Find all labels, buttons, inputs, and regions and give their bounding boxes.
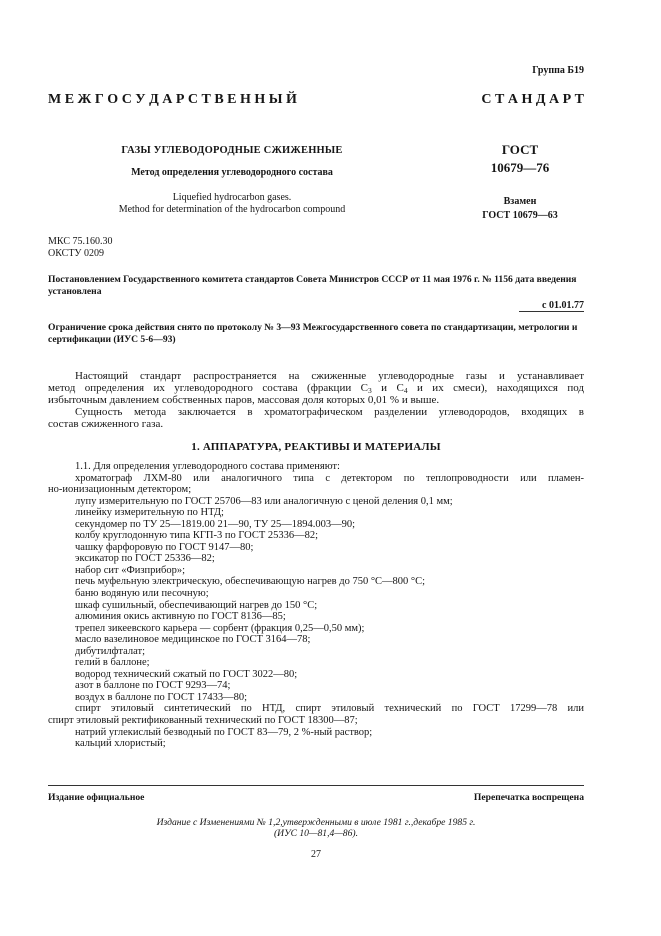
document-title: ГАЗЫ УГЛЕВОДОРОДНЫЕ СЖИЖЕННЫЕ bbox=[121, 145, 343, 156]
intro-line: состав сжиженного газа. bbox=[48, 417, 164, 430]
equipment-list bbox=[48, 461, 584, 750]
list-item: масло вазелиновое медицинское по ГОСТ 3164—78; bbox=[75, 634, 311, 646]
banner-word-standard: С Т А Н Д А Р Т bbox=[481, 92, 584, 107]
list-item: эксикатор по ГОСТ 25336—82; bbox=[75, 553, 215, 565]
list-item: баню водяную или песочную; bbox=[75, 588, 209, 600]
intro-text: и их смеси), находящихся под bbox=[407, 381, 584, 394]
intro-text: метод определения их углеводородного состава (фракции С bbox=[48, 381, 368, 394]
list-item: водород технический сжатый по ГОСТ 3022—80; bbox=[75, 668, 298, 680]
intro-line: Настоящий стандарт распространяется на сжиженные углеводородные газы и устанавливает bbox=[75, 370, 584, 382]
standard-banner bbox=[48, 92, 584, 108]
document-subtitle: Метод определения углеводородного состава bbox=[131, 167, 333, 178]
introduction-paragraph bbox=[48, 371, 584, 431]
amendment-note-line-2: (ИУС 10—81,4—86). bbox=[273, 828, 358, 839]
group-code: Группа Б19 bbox=[532, 65, 584, 76]
list-item: лупу измерительную по ГОСТ 25706—83 или аналогичную с ценой деления 0,1 мм; bbox=[75, 495, 453, 507]
list-item: спирт этиловый ректификованный технический по ГОСТ 18300—87; bbox=[48, 715, 358, 727]
gost-number: 10679—76 bbox=[490, 160, 550, 175]
mks-code: МКС 75.160.30 bbox=[48, 236, 113, 247]
section-heading: 1. АППАРАТУРА, РЕАКТИВЫ И МАТЕРИАЛЫ bbox=[191, 441, 441, 453]
official-edition: Издание официальное bbox=[48, 792, 145, 803]
list-item: печь муфельную электрическую, обеспечивающую нагрев до 750 °С—800 °С; bbox=[75, 576, 426, 588]
english-title-line-2: Method for determination of the hydrocarbon compound bbox=[118, 204, 346, 215]
replaces-label: Взамен bbox=[503, 196, 537, 207]
date-underline bbox=[519, 311, 584, 312]
page-number: 27 bbox=[311, 849, 321, 860]
list-item: набор сит «Физприбор»; bbox=[75, 564, 186, 576]
list-item: шкаф сушильный, обеспечивающий нагрев до 150 °С; bbox=[75, 599, 318, 611]
list-item: алюминия окись активную по ГОСТ 8136—85; bbox=[75, 611, 286, 623]
limitation-note: Ограничение срока действия снято по протоколу № 3—93 Межгосударственного совета по стандартизации, метрологии и сертификации (ИУС 5-6—93) bbox=[48, 322, 578, 345]
amendment-note-line-1: Издание с Изменениями № 1,2,утвержденными в июле 1981 г.,декабре 1985 г. bbox=[156, 817, 476, 828]
banner-word-interstate: М Е Ж Г О С У Д А Р С Т В Е Н Н Ы Й bbox=[48, 92, 297, 107]
intro-text: и С bbox=[371, 381, 404, 394]
footer-divider bbox=[48, 785, 584, 786]
reprint-prohibited: Перепечатка воспрещена bbox=[473, 792, 584, 803]
list-item: чашку фарфоровую по ГОСТ 9147—80; bbox=[75, 541, 254, 553]
list-item: кальций хлористый; bbox=[75, 738, 166, 750]
intro-line: избыточным давлением собственных паров, массовая доля которых 0,01 % и выше. bbox=[48, 393, 440, 406]
list-item: 1.1. Для определения углеводородного состава применяют: bbox=[75, 461, 340, 472]
english-title-line-1: Liquefied hydrocarbon gases. bbox=[172, 192, 292, 203]
list-item: секундомер по ТУ 25—1819.00 21—90, ТУ 25—1894.003—90; bbox=[75, 518, 356, 530]
list-item: хроматограф ЛХМ-80 или аналогичного типа с детектором по теплопроводности или пламен- bbox=[75, 472, 584, 484]
list-item: гелий в баллоне; bbox=[75, 657, 150, 669]
list-item: азот в баллоне по ГОСТ 9293—74; bbox=[75, 680, 231, 692]
list-item: воздух в баллоне по ГОСТ 17433—80; bbox=[75, 691, 248, 703]
list-item: спирт этиловый синтетический по НТД, спирт этиловый технический по ГОСТ 17299—78 или bbox=[75, 703, 584, 715]
intro-line: Сущность метода заключается в хроматографическом разделении углеводородов, входящих в bbox=[75, 405, 584, 418]
list-item: но-ионизационным детектором; bbox=[48, 484, 192, 496]
subscript: 4 bbox=[403, 385, 408, 395]
list-item: трепел зикеевского карьера — сорбент (фракция 0,25—0,50 мм); bbox=[75, 622, 365, 634]
decree-text: Постановлением Государственного комитета стандартов Совета Министров СССР от 11 мая 1976 г. № 1156 дата введения установлена bbox=[48, 274, 577, 297]
subscript: 3 bbox=[367, 385, 372, 395]
okstu-code: ОКСТУ 0209 bbox=[48, 248, 105, 259]
list-item: колбу круглодонную типа КГП-3 по ГОСТ 25336—82; bbox=[75, 530, 319, 542]
gost-label: ГОСТ bbox=[501, 142, 539, 157]
list-item: натрий углекислый безводный по ГОСТ 83—79, 2 %-ный раствор; bbox=[75, 726, 373, 738]
introduction-date: с 01.01.77 bbox=[542, 300, 584, 311]
replaces-value: ГОСТ 10679—63 bbox=[482, 210, 558, 221]
list-item: дибутилфталат; bbox=[75, 645, 146, 657]
list-item: линейку измерительную по НТД; bbox=[75, 507, 224, 519]
